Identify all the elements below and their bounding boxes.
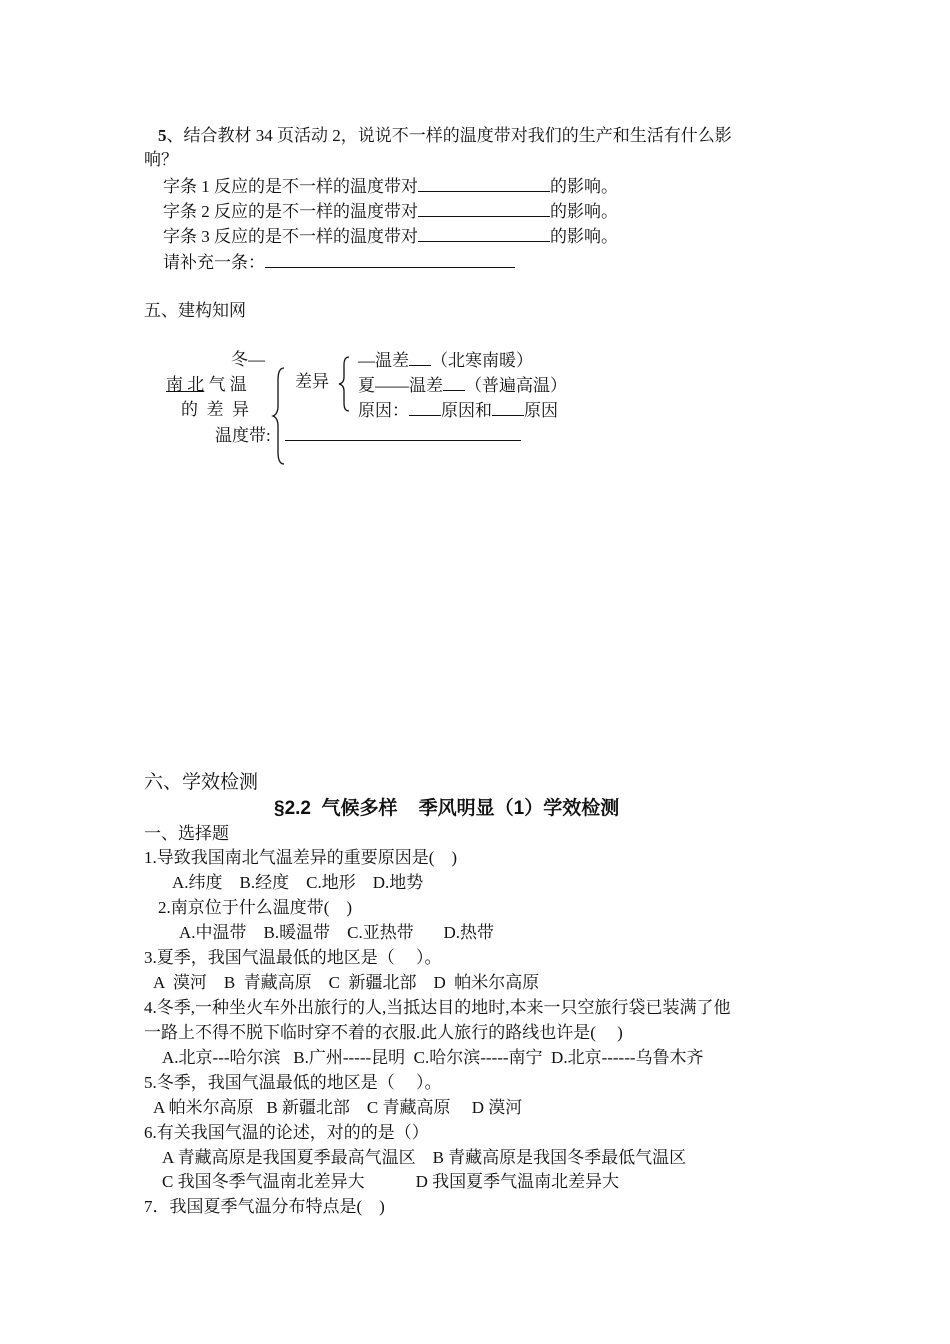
q6-options[interactable]: A 青藏高原是我国夏季最高气温区 B 青藏高原是我国冬季最低气温区 <box>162 1148 687 1167</box>
q5b-options[interactable]: A 帕米尔高原 B 新疆北部 C 青藏高原 D 漠河 <box>153 1098 523 1117</box>
q5b-stem: 5.冬季，我国气温最低的地区是（ ）。 <box>144 1073 442 1092</box>
q5-text: 、结合教材 34 页活动 2，说说不一样的温度带对我们的生产和生活有什么影 <box>166 126 732 145</box>
q2-stem: 2.南京位于什么温度带( ) <box>158 898 353 917</box>
big-brace <box>272 366 288 466</box>
small-brace <box>338 355 352 413</box>
strip2-line <box>163 199 618 224</box>
strip3-label: 字条 3 反应的是不一样的温度带对 <box>163 227 418 246</box>
branch3-blank1[interactable] <box>409 398 441 416</box>
strip3-line <box>163 224 618 249</box>
branch1-label: —温差 <box>358 351 409 370</box>
branch3-mid: 原因和 <box>441 401 492 420</box>
strip2-label: 字条 2 反应的是不一样的温度带对 <box>163 202 418 221</box>
q1-stem: 1.导致我国南北气温差异的重要原因是( ) <box>144 848 458 867</box>
supplement-line <box>163 250 515 275</box>
map-nanbei-line <box>166 373 247 397</box>
q5-line1 <box>158 124 732 148</box>
branch1-blank[interactable] <box>409 348 431 366</box>
branch3-blank2[interactable] <box>492 398 524 416</box>
map-winter: 冬— <box>231 350 265 369</box>
part1-heading: 一、选择题 <box>144 824 229 843</box>
strip2-suffix: 的影响。 <box>550 202 618 221</box>
strip3-suffix: 的影响。 <box>550 227 618 246</box>
map-chayi: 差异 <box>295 372 329 391</box>
strip1-label: 字条 1 反应的是不一样的温度带对 <box>163 177 418 196</box>
strip1-line <box>163 174 618 199</box>
supplement-blank[interactable] <box>265 250 515 268</box>
branch2 <box>358 373 567 398</box>
branch3-label: 原因： <box>358 401 409 420</box>
q5-number: 5 <box>158 126 167 145</box>
branch2-note: （普遍高温） <box>465 376 567 395</box>
q4-stem: 4.冬季,一种坐火车外出旅行的人,当抵达目的地时,本来一只空旅行袋已装满了他 <box>144 998 731 1017</box>
section5-heading: 五、建构知网 <box>144 301 246 320</box>
q6-options2[interactable]: C 我国冬季气温南北差异大 D 我国夏季气温南北差异大 <box>162 1172 620 1191</box>
branch2-label: 夏——温差 <box>358 376 443 395</box>
strip1-suffix: 的影响。 <box>550 177 618 196</box>
q3-stem: 3.夏季，我国气温最低的地区是（ ）。 <box>144 948 442 967</box>
q1-options[interactable]: A.纬度 B.经度 C.地形 D.地势 <box>172 873 424 892</box>
q7-stem: 7．我国夏季气温分布特点是( ) <box>144 1197 385 1216</box>
strip3-blank[interactable] <box>418 224 550 242</box>
map-de-chayi: 的 差 异 <box>181 400 249 419</box>
strip1-blank[interactable] <box>418 174 550 192</box>
map-wendudai: 温度带: <box>215 426 271 445</box>
q4-options[interactable]: A.北京---哈尔滨 B.广州-----昆明 C.哈尔滨-----南宁 D.北京------乌鲁木齐 <box>162 1048 704 1067</box>
strip2-blank[interactable] <box>418 199 550 217</box>
q5-line2: 响？ <box>144 150 178 169</box>
map-qiwen: 气 温 <box>204 375 247 394</box>
q2-options[interactable]: A.中温带 B.暖温带 C.亚热带 D.热带 <box>179 923 494 942</box>
branch1-note: （北寒南暖） <box>431 351 533 370</box>
branch3-end: 原因 <box>524 401 558 420</box>
section6-heading: 六、学效检测 <box>144 772 259 793</box>
branch2-blank[interactable] <box>443 373 465 391</box>
wendudai-blank[interactable] <box>285 423 521 441</box>
q4-stem2: 一路上不得不脱下临时穿不着的衣服.此人旅行的路线也许是( ) <box>144 1023 623 1042</box>
map-nanbei: 南 北 <box>166 375 205 394</box>
branch3 <box>358 398 558 423</box>
supplement-label: 请补充一条： <box>163 253 265 272</box>
q6-stem: 6.有关我国气温的论述，对的的是（） <box>144 1123 429 1142</box>
map-wendudai-line <box>215 423 521 448</box>
q3-options[interactable]: A 漠河 B 青藏高原 C 新疆北部 D 帕米尔高原 <box>153 973 540 992</box>
branch1 <box>358 348 533 373</box>
quiz-title: §2.2 气候多样 季风明显（1）学效检测 <box>274 798 620 819</box>
